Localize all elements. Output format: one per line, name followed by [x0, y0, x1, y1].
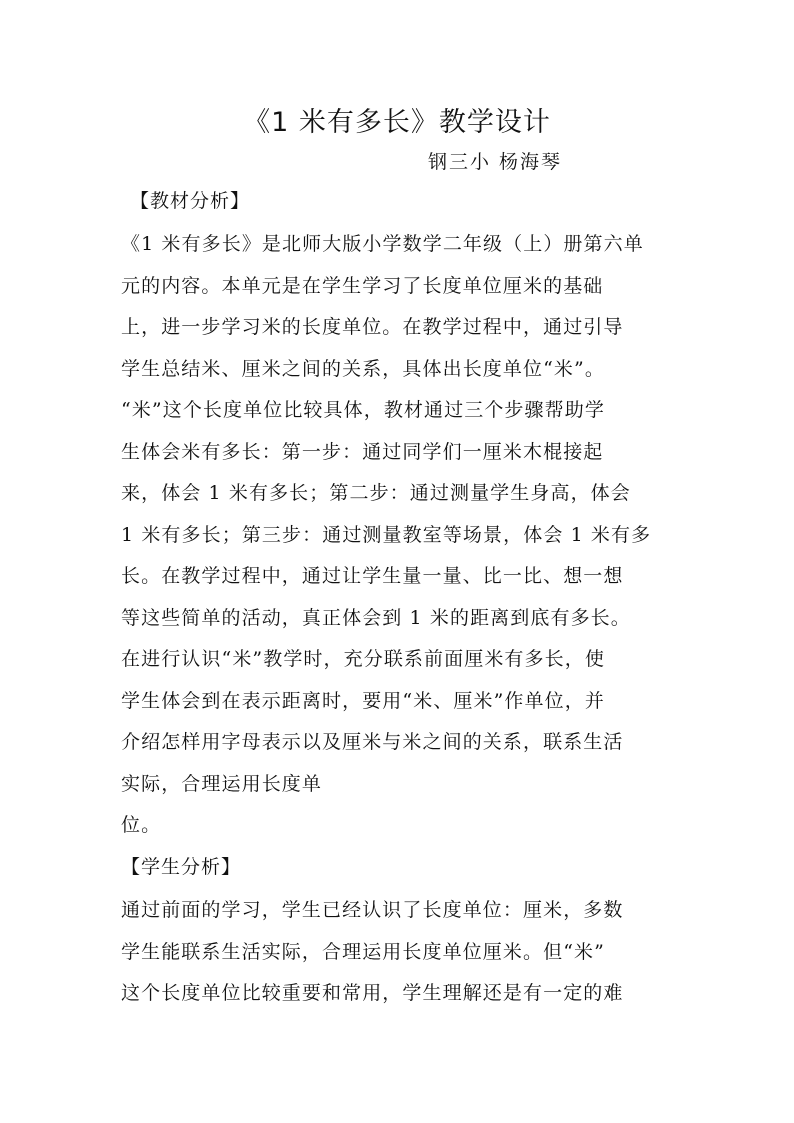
- paragraph-line: “米”这个长度单位比较具体，教材通过三个步骤帮助学: [121, 399, 605, 421]
- paragraph-line: 上，进一步学习米的长度单位。在教学过程中，通过引导: [121, 316, 624, 338]
- paragraph-line: 1 米有多长；第三步：通过测量教室等场景，体会 1 米有多: [121, 524, 652, 546]
- section-heading-student-analysis: 【学生分析】: [121, 856, 242, 878]
- paragraph-line: 学生能联系生活实际，合理运用长度单位厘米。但“米”: [121, 941, 605, 963]
- paragraph-line: 等这些简单的活动，真正体会到 1 米的距离到底有多长。: [121, 607, 631, 629]
- paragraph-line: 元的内容。本单元是在学生学习了长度单位厘米的基础: [121, 275, 604, 297]
- section-heading-textbook-analysis: 【教材分析】: [130, 190, 251, 212]
- paragraph-line: 来，体会 1 米有多长；第二步：通过测量学生身高，体会: [121, 482, 631, 504]
- paragraph-line: 位。: [121, 814, 162, 836]
- paragraph-line: 学生体会到在表示距离时，要用“米、厘米”作单位，并: [121, 690, 605, 712]
- paragraph-line: 生体会米有多长：第一步：通过同学们一厘米木棍接起: [121, 441, 604, 463]
- paragraph-line: 在进行认识“米”教学时，充分联系前面厘米有多长，使: [121, 648, 605, 670]
- paragraph-line: 长。在教学过程中，通过让学生量一量、比一比、想一想: [121, 565, 624, 587]
- document-author: 钢三小 杨海琴: [428, 151, 563, 173]
- paragraph-line: 介绍怎样用字母表示以及厘米与米之间的关系，联系生活: [121, 731, 624, 753]
- document-title: 《1 米有多长》教学设计: [243, 107, 551, 138]
- paragraph-line: 《1 米有多长》是北师大版小学数学二年级（上）册第六单: [121, 233, 644, 255]
- paragraph-line: 这个长度单位比较重要和常用，学生理解还是有一定的难: [121, 982, 624, 1004]
- paragraph-line: 学生总结米、厘米之间的关系，具体出长度单位“米”。: [121, 358, 605, 380]
- paragraph-line: 实际，合理运用长度单: [121, 773, 323, 795]
- paragraph-line: 通过前面的学习，学生已经认识了长度单位：厘米，多数: [121, 899, 624, 921]
